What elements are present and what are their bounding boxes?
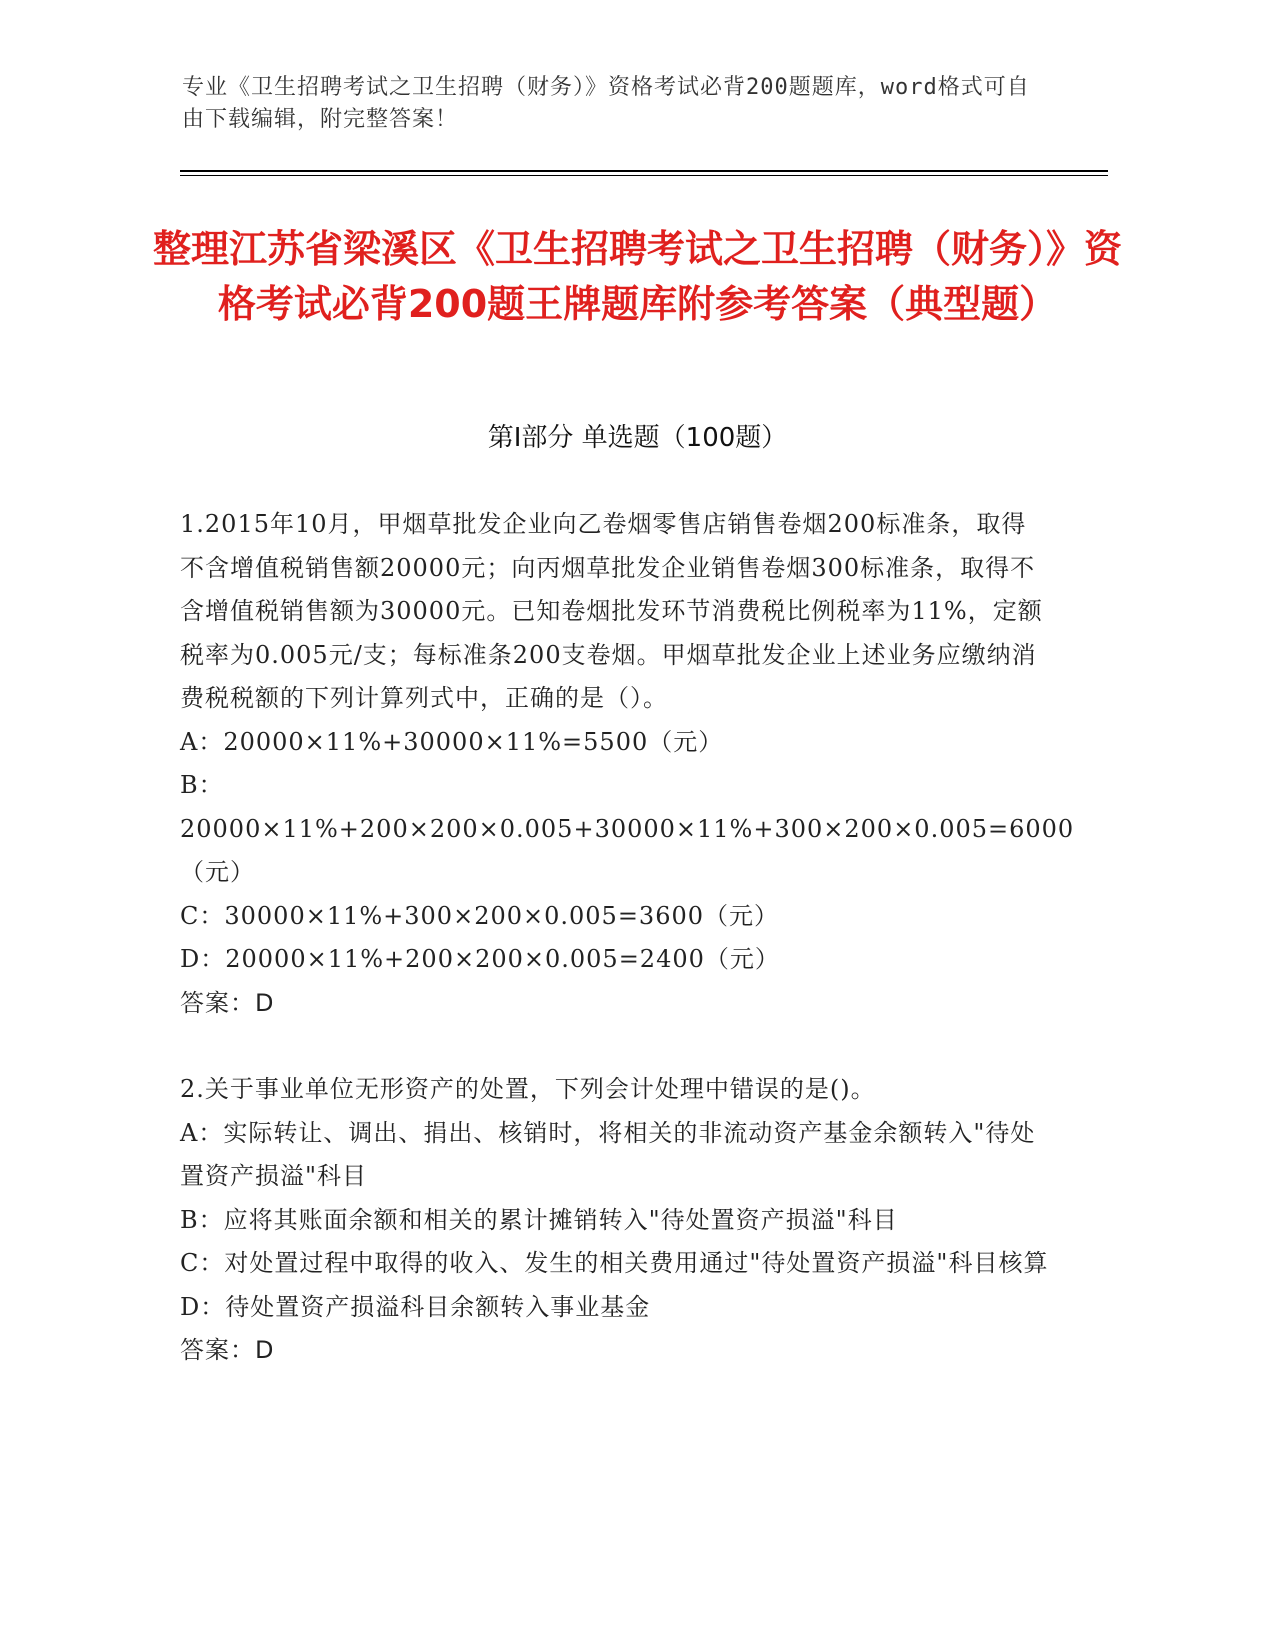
option-d: D：20000×11%+200×200×0.005=2400（元）: [180, 945, 780, 973]
option-b: B：应将其账面余额和相关的累计摊销转入"待处置资产损溢"科目: [180, 1205, 898, 1234]
option-b: B：20000×11%+200×200×0.005+30000×11%+300×200×0.005=6000（元）: [180, 771, 1075, 886]
option-c: C：30000×11%+300×200×0.005=3600（元）: [180, 901, 780, 930]
question-stem: 1.2015年10月，甲烟草批发企业向乙卷烟零售店销售卷烟200标准条，取得不含增值税销售额20000元；向丙烟草批发企业销售卷烟300标准条，取得不含增值税销售额为30000元。已知卷烟批发环节消费税比例税率为11%，定额税率为0.005元/支；每标准条200支卷烟。甲烟草批发企业上述业务应缴纳消费税税额的下列计算列式中，正确的是（）。: [180, 510, 1043, 712]
question-stem: 2.关于事业单位无形资产的处置，下列会计处理中错误的是()。: [180, 1075, 876, 1103]
document-title: 整理江苏省梁溪区《卫生招聘考试之卫生招聘（财务）》资格考试必背200题王牌题库附参考答案（典型题）: [152, 227, 1122, 326]
option-c: C：对处置过程中取得的收入、发生的相关费用通过"待处置资产损溢"科目核算: [180, 1249, 1049, 1277]
section-heading: 第Ⅰ部分 单选题（100题）: [487, 423, 788, 453]
option-a: A：实际转让、调出、捐出、核销时，将相关的非流动资产基金余额转入"待处置资产损溢"科目: [180, 1118, 1036, 1190]
option-a: A：20000×11%+30000×11%=5500（元）: [180, 727, 724, 756]
question-block: [180, 1068, 1050, 1373]
option-d: D：待处置资产损溢科目余额转入事业基金: [180, 1292, 651, 1321]
answer: 答案：D: [180, 988, 275, 1017]
header-note: 专业《卫生招聘考试之卫生招聘（财务）》资格考试必背200题题库，word格式可自由下载编辑，附完整答案！: [182, 75, 1030, 132]
header-divider-thin: [180, 175, 1108, 176]
header-divider: [180, 170, 1108, 172]
question-block: [180, 503, 1075, 1025]
answer: 答案：D: [180, 1336, 275, 1364]
